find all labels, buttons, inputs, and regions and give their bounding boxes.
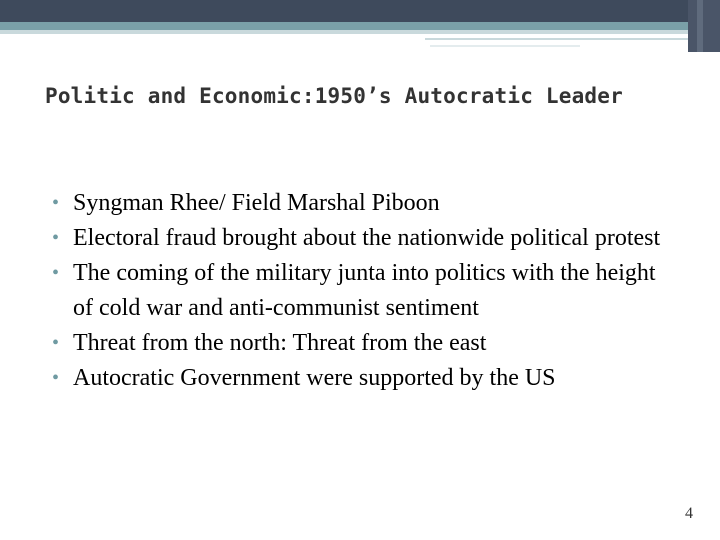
bullet-text: Threat from the north: Threat from the east bbox=[73, 330, 487, 356]
header-decor-line-secondary bbox=[430, 45, 580, 47]
bullet-marker: • bbox=[52, 367, 60, 389]
slide-title: Politic and Economic:1950’s Autocratic Leader bbox=[45, 84, 623, 108]
bullet-marker: • bbox=[52, 332, 60, 354]
bullet-marker: • bbox=[52, 262, 60, 284]
header-band-light bbox=[0, 30, 720, 34]
bullet-item bbox=[50, 221, 680, 256]
bullet-item bbox=[50, 326, 680, 361]
bullet-marker: • bbox=[52, 227, 60, 249]
header-band-teal bbox=[0, 22, 720, 30]
header-decor-line bbox=[425, 38, 720, 40]
header-corner-block bbox=[688, 0, 720, 52]
page-number: 4 bbox=[685, 505, 693, 522]
bullet-text: Autocratic Government were supported by the US bbox=[73, 365, 556, 391]
bullet-item bbox=[50, 361, 680, 396]
bullet-item bbox=[50, 256, 680, 326]
bullet-marker: • bbox=[52, 192, 60, 214]
bullet-text: The coming of the military junta into politics with the height of cold war and anti-communist sentiment bbox=[73, 260, 656, 321]
bullet-item bbox=[50, 186, 680, 221]
header-corner-stripe bbox=[697, 0, 703, 52]
bullet-text: Electoral fraud brought about the nationwide political protest bbox=[73, 225, 661, 251]
header-band-dark bbox=[0, 0, 720, 22]
bullet-text: Syngman Rhee/ Field Marshal Piboon bbox=[73, 190, 440, 216]
bullet-list bbox=[50, 186, 680, 396]
